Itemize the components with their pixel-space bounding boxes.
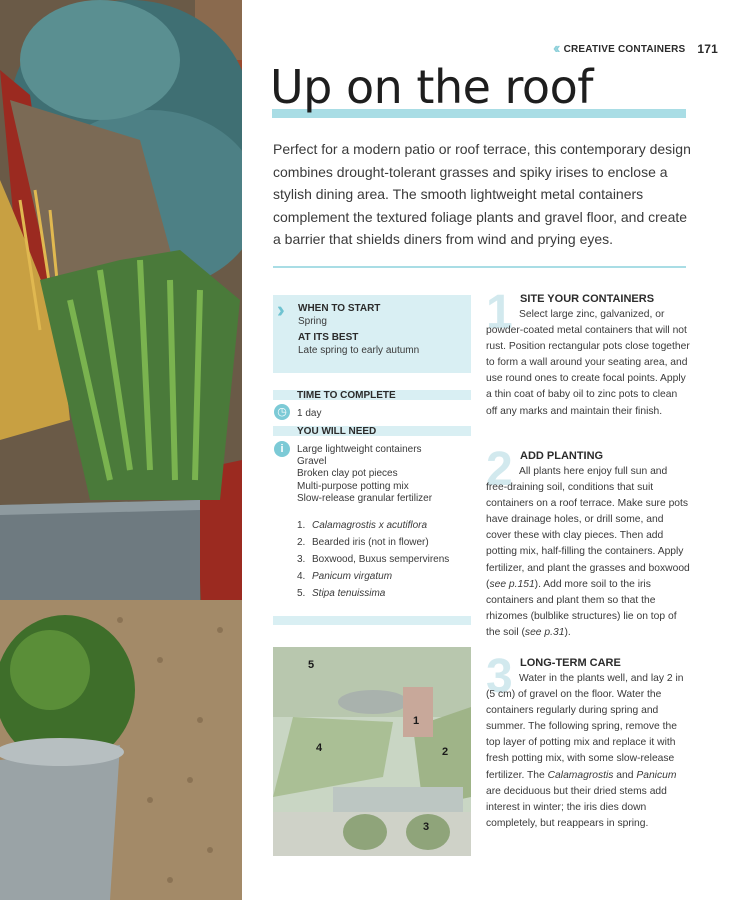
best-label: AT ITS BEST [298,332,359,343]
info-icon: i [274,441,290,457]
intro-paragraph: Perfect for a modern patio or roof terrace, this contemporary design combines drought-tolerant grasses and spiky irises to enclose a stylish dining area. The smooth lightweight metal containers complement the textured foliage plants and gravel floor, and create a barrier that shields diners from wind and prying eyes. [273,141,691,248]
step-body: All plants here enjoy full sun and free-draining soil, conditions that suit containers on a roof terrace. Make sure pots have drainage holes, or drill some, and cover these with clay pieces. Then add potting mix, half-filling the containers. Apply fertilizer, and plant the grasses and boxwood (see p.151). Add more soil to the iris containers and plant them so that the rhizomes (bulblike structures) lie on top of the soil (see p.31). [486,466,690,638]
step-1 [486,286,690,443]
step-heading: LONG-TERM CARE [520,657,621,669]
page-number: 171 [697,42,718,56]
chevron-left-icon: ‹‹ [552,40,558,57]
section-title: CREATIVE CONTAINERS [563,43,686,55]
step-3 [486,650,690,857]
divider-band [273,616,471,625]
list-item: Slow-release granular fertilizer [297,492,433,504]
clock-icon: ◷ [274,404,290,420]
list-item: Broken clay pot pieces [297,468,398,480]
materials-list [297,444,432,505]
step-number: 2 [486,443,513,496]
double-arrow-icon: ›› [277,297,278,322]
page-title: Up on the roof [270,60,593,114]
step-heading: SITE YOUR CONTAINERS [520,293,655,305]
step-body: Select large zinc, galvanized, or powder-coated metal containers that will not rust. Position rectangular pots close together to form a wall around your seating area, and use round ones to create focal points. Apply a thin coat of baby oil to zinc pots to clean off any marks and maintain their finish. [486,309,690,417]
best-value: Late spring to early autumn [298,345,420,356]
step-heading: ADD PLANTING [520,450,604,462]
list-item: Large lightweight containers [297,444,422,455]
time-value: 1 day [297,408,322,419]
article-page [242,0,746,900]
list-item: 4. Panicum virgatum [297,571,393,582]
planting-key-image [273,647,471,856]
time-label: TIME TO COMPLETE [297,390,396,401]
diagram-label: 5 [308,659,315,671]
step-body: Water in the plants well, and lay 2 in (5 cm) of gravel on the floor. Water the containers regularly during spring and summer. The following spring, remove the top layer of potting mix and replace it with fresh potting mix, with some slow-release fertilizer. The Calamagrostis and Panicum are deciduous but their dried stems add interest in winter; the iris dies down completely, but reappears in spring. [486,673,684,829]
step-2 [486,443,690,650]
list-item: Multi-purpose potting mix [297,480,409,492]
list-item: 3. Boxwood, Buxus sempervirens [297,554,450,565]
list-item: 2. Bearded iris (not in flower) [297,537,429,548]
list-item: 1. Calamagrostis x acutiflora [297,520,428,531]
list-item: 5. Stipa tenuissima [297,588,386,599]
need-label: YOU WILL NEED [297,426,377,437]
diagram-label: 3 [423,821,430,833]
timing-box [273,295,471,373]
divider [273,266,686,268]
step-number: 3 [486,650,513,703]
garden-photo [0,0,242,900]
when-value: Spring [298,316,327,327]
diagram-label: 1 [413,715,420,727]
list-item: Gravel [297,456,327,468]
step-number: 1 [486,286,513,339]
diagram-label: 4 [316,742,323,754]
when-label: WHEN TO START [298,303,381,314]
plant-list [297,520,449,605]
diagram-label: 2 [442,746,449,758]
running-header [553,42,718,56]
